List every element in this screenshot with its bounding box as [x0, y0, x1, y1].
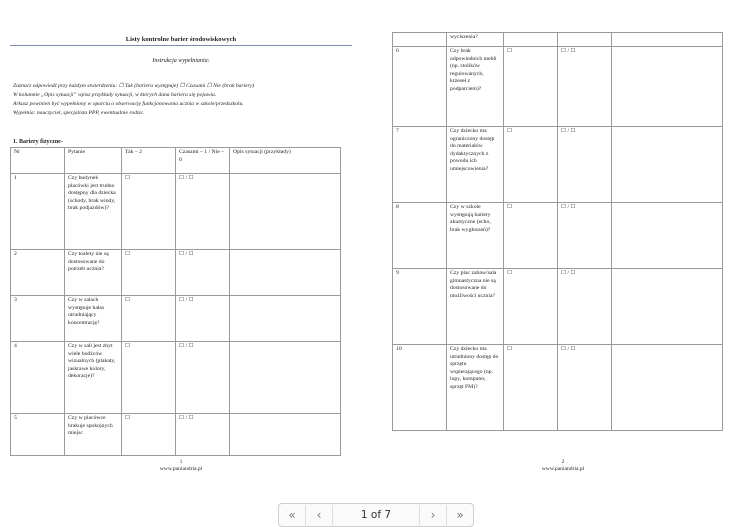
sometimes-no-checkboxes[interactable]: ☐ / ☐ — [558, 345, 612, 431]
page-number: 2 — [561, 459, 565, 465]
instruction-line: Wypełnia: nauczyciel, specjalista PPP, ewentualnie rodzic. — [13, 110, 145, 116]
row-question: Czy dziecko ma utrudniony dostęp do sprzętu wspierającego (np. lupy, komputer, sprzęt FM)? — [447, 345, 504, 431]
row-number: 8 — [393, 203, 447, 269]
description-cell[interactable] — [230, 174, 341, 250]
column-header-yes: Tak – 2 — [122, 148, 176, 174]
description-cell[interactable] — [612, 47, 723, 127]
table-row — [393, 127, 723, 203]
double-chevron-left-icon[interactable]: « — [288, 508, 296, 522]
row-number: 6 — [393, 47, 447, 127]
table-row-continuation — [393, 33, 723, 47]
column-header-nr: Nr — [11, 148, 65, 174]
page-indicator[interactable]: 1 of 7 — [360, 509, 392, 521]
table-row — [11, 250, 341, 296]
pagination-bar — [278, 503, 474, 527]
sometimes-no-checkboxes[interactable]: ☐ / ☐ — [558, 127, 612, 203]
table-row — [393, 345, 723, 431]
description-cell[interactable] — [230, 250, 341, 296]
description-cell[interactable] — [230, 414, 341, 456]
sometimes-no-checkboxes[interactable]: ☐ / ☐ — [176, 174, 230, 250]
yes-checkbox[interactable]: ☐ — [122, 342, 176, 414]
chevron-left-icon[interactable]: ‹ — [316, 508, 322, 522]
table-row — [393, 203, 723, 269]
barrier-table — [10, 147, 341, 456]
table-row — [11, 174, 341, 250]
yes-checkbox[interactable]: ☐ — [504, 47, 558, 127]
table-row — [11, 296, 341, 342]
sometimes-no-checkboxes[interactable]: ☐ / ☐ — [176, 414, 230, 456]
row-question: Czy w placówce brakuje spokojnych miejsc — [65, 414, 122, 456]
yes-checkbox[interactable]: ☐ — [122, 250, 176, 296]
footer-url: www.paniandria.pl — [159, 466, 203, 472]
description-cell[interactable] — [230, 296, 341, 342]
row-number: 1 — [11, 174, 65, 250]
yes-checkbox[interactable]: ☐ — [122, 296, 176, 342]
yes-checkbox[interactable]: ☐ — [504, 203, 558, 269]
instruction-heading: Instrukcja wypełniania: — [152, 58, 210, 64]
yes-checkbox[interactable]: ☐ — [122, 414, 176, 456]
row-question: Czy plac zabaw/sala gimnastyczna nie są dostosowane do możliwości ucznia? — [447, 269, 504, 345]
sometimes-no-checkboxes[interactable]: ☐ / ☐ — [176, 296, 230, 342]
page-title: Listy kontrolne barier środowiskowych — [125, 36, 237, 43]
sometimes-no-checkboxes[interactable]: ☐ / ☐ — [176, 342, 230, 414]
row-question: Czy w salach występuje hałas utrudniający koncentrację? — [65, 296, 122, 342]
sometimes-no-checkboxes[interactable]: ☐ / ☐ — [558, 47, 612, 127]
column-header-question: Pytanie — [65, 148, 122, 174]
description-cell[interactable] — [612, 127, 723, 203]
description-cell[interactable] — [230, 342, 341, 414]
description-cell[interactable] — [612, 345, 723, 431]
double-chevron-right-icon[interactable]: » — [456, 508, 464, 522]
table-row — [393, 47, 723, 127]
instruction-line: W kolumnie „Opis sytuacji” wpisz przykłady sytuacji, w których dana bariera się pojawia. — [13, 92, 217, 98]
page-footer — [392, 459, 734, 473]
sometimes-no-checkboxes[interactable]: ☐ / ☐ — [558, 203, 612, 269]
description-cell[interactable] — [612, 269, 723, 345]
row-question: Czy w sali jest zbyt wiele bodźców wizualnych (plakaty, jaskrawe kolory, dekoracje)? — [65, 342, 122, 414]
row-number: 7 — [393, 127, 447, 203]
row-number: 10 — [393, 345, 447, 431]
footer-url: www.paniandria.pl — [541, 466, 585, 472]
sometimes-no-checkboxes[interactable]: ☐ / ☐ — [176, 250, 230, 296]
row-number: 9 — [393, 269, 447, 345]
sometimes-no-checkboxes[interactable]: ☐ / ☐ — [558, 269, 612, 345]
row-question: Czy dziecko ma ograniczony dostęp do materiałów dydaktycznych z powodu ich umiejscowienia? — [447, 127, 504, 203]
title-divider — [10, 45, 352, 46]
row-number: 5 — [11, 414, 65, 456]
yes-checkbox[interactable]: ☐ — [122, 174, 176, 250]
section-title: 1. Bariery fizyczne- — [13, 139, 63, 145]
table-header-row — [11, 148, 341, 174]
table-row — [393, 269, 723, 345]
barrier-table-continued — [392, 32, 723, 431]
yes-checkbox[interactable]: ☐ — [504, 345, 558, 431]
yes-checkbox[interactable]: ☐ — [504, 127, 558, 203]
yes-checkbox[interactable]: ☐ — [504, 269, 558, 345]
instruction-line: Arkusz powinien być wypełniony w oparciu o obserwację funkcjonowania ucznia w szkole/przedszkolu. — [13, 101, 244, 107]
row-question: Czy toalety nie są dostosowane do potrzeb ucznia? — [65, 250, 122, 296]
document-page-1 — [10, 0, 352, 480]
table-row — [11, 342, 341, 414]
document-page-2 — [392, 0, 734, 480]
page-footer — [10, 459, 352, 473]
row-question: wyciszenia? — [447, 33, 504, 47]
description-cell[interactable] — [612, 203, 723, 269]
column-header-description: Opis sytuacji (przykłady) — [230, 148, 341, 174]
row-number: 4 — [11, 342, 65, 414]
column-header-sometimes-no: Czasami – 1 / Nie – 0 — [176, 148, 230, 174]
row-number: 3 — [11, 296, 65, 342]
row-number: 2 — [11, 250, 65, 296]
chevron-right-icon[interactable]: › — [430, 508, 436, 522]
row-question: Czy brak odpowiednich mebli (np. stolików regulowanych, krzeseł z podparciem)? — [447, 47, 504, 127]
row-question: Czy w szkole występują bariery akustyczne (echo, brak wygłuszeń)? — [447, 203, 504, 269]
row-question: Czy budynek placówki jest trudno dostępny dla dziecka (schody, brak windy, brak podjazdów)? — [65, 174, 122, 250]
table-row — [11, 414, 341, 456]
page-number: 1 — [179, 459, 183, 465]
instruction-line: Zaznacz odpowiedź przy każdym stwierdzeniu: ☐ Tak (bariera występuje) ☐ Czasami ☐ Nie (brak bariery) — [13, 83, 255, 89]
